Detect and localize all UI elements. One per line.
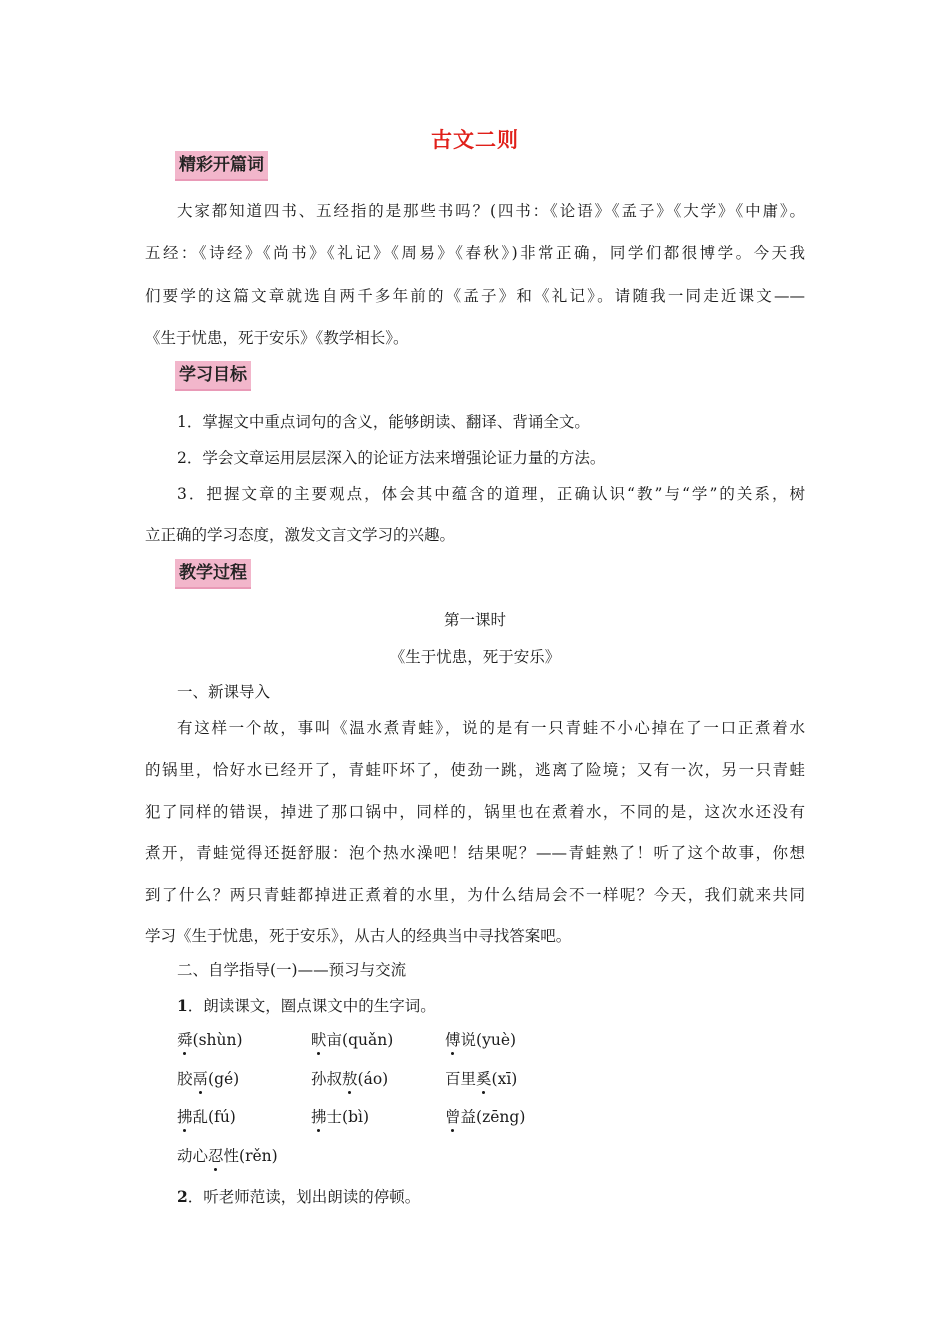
- lesson-period: 第一课时: [443, 611, 506, 629]
- story-line: 煮开，青蛙觉得还挺舒服：泡个热水澡吧！结果呢？——青蛙熟了！听了这个故事，你想: [145, 844, 805, 862]
- part1-heading: 一、新课导入: [177, 683, 271, 701]
- vocab-item: 拂乱(fú): [177, 1108, 236, 1126]
- goal-item-continued: 立正确的学习态度，激发文言文学习的兴趣。: [145, 526, 456, 544]
- intro-line: 五经：《诗经》《尚书》《礼记》《周易》《春秋》)非常正确，同学们都很博学。今天我: [145, 244, 805, 262]
- vocab-item: 舜(shùn): [177, 1031, 243, 1049]
- part2-heading: 二、自学指导(一)——预习与交流: [177, 961, 407, 979]
- story-line: 的锅里，恰好水已经开了，青蛙吓坏了，使劲一跳，逃离了险境；又有一次，另一只青蛙: [145, 761, 805, 779]
- goal-item: 2．学会文章运用层层深入的论证方法来增强论证力量的方法。: [177, 449, 606, 467]
- lesson-subtitle: 《生于忧患，死于安乐》: [389, 648, 561, 666]
- goal-item: 1．掌握文中重点词句的含义，能够朗读、翻译、背诵全文。: [177, 413, 590, 431]
- vocab-item: 胶鬲(gé): [177, 1070, 240, 1088]
- step2-instruction: [177, 1187, 420, 1207]
- intro-line: 大家都知道四书、五经指的是那些书吗？(四书：《论语》《孟子》《大学》《中庸》。: [177, 202, 805, 220]
- step1-number: 1: [177, 996, 188, 1015]
- vocab-item: 曾益(zēng): [445, 1108, 526, 1126]
- step2-number: 2: [177, 1187, 188, 1206]
- story-line: 犯了同样的错误，掉进了那口锅中，同样的，锅里也在煮着水，不同的是，这次水还没有: [145, 803, 805, 821]
- step1-instruction: [177, 996, 436, 1016]
- vocab-item: 拂士(bì): [311, 1108, 370, 1126]
- goal-item: 3．把握文章的主要观点，体会其中蕴含的道理，正确认识“教”与“学”的关系，树: [177, 485, 805, 503]
- intro-line: 们要学的这篇文章就选自两千多年前的《孟子》和《礼记》。请随我一同走近课文——: [145, 287, 805, 305]
- step2-text: ．听老师范读，划出朗读的停顿。: [187, 1188, 421, 1206]
- vocab-item: 畎亩(quǎn): [311, 1031, 394, 1049]
- vocab-item: 动心忍性(rěn): [177, 1147, 278, 1165]
- vocab-item: 傅说(yuè): [445, 1031, 517, 1049]
- intro-line: 《生于忧患，死于安乐》《教学相长》。: [145, 329, 409, 347]
- story-line: 有这样一个故，事叫《温水煮青蛙》，说的是有一只青蛙不小心掉在了一口正煮着水: [177, 719, 805, 737]
- story-line: 学习《生于忧患，死于安乐》，从古人的经典当中寻找答案吧。: [145, 927, 572, 945]
- vocab-item: 百里奚(xī): [445, 1070, 518, 1088]
- vocab-item: 孙叔敖(áo): [311, 1070, 389, 1088]
- goals-section-badge: 学习目标: [175, 361, 251, 391]
- step1-text: ．朗读课文，圈点课文中的生字词。: [187, 997, 436, 1015]
- intro-section-badge: 精彩开篇词: [175, 151, 268, 181]
- story-line: 到了什么？两只青蛙都掉进正煮着的水里，为什么结局会不一样呢？今天，我们就来共同: [145, 886, 805, 904]
- document-title: 古文二则: [431, 128, 519, 152]
- process-section-badge: 教学过程: [175, 559, 251, 589]
